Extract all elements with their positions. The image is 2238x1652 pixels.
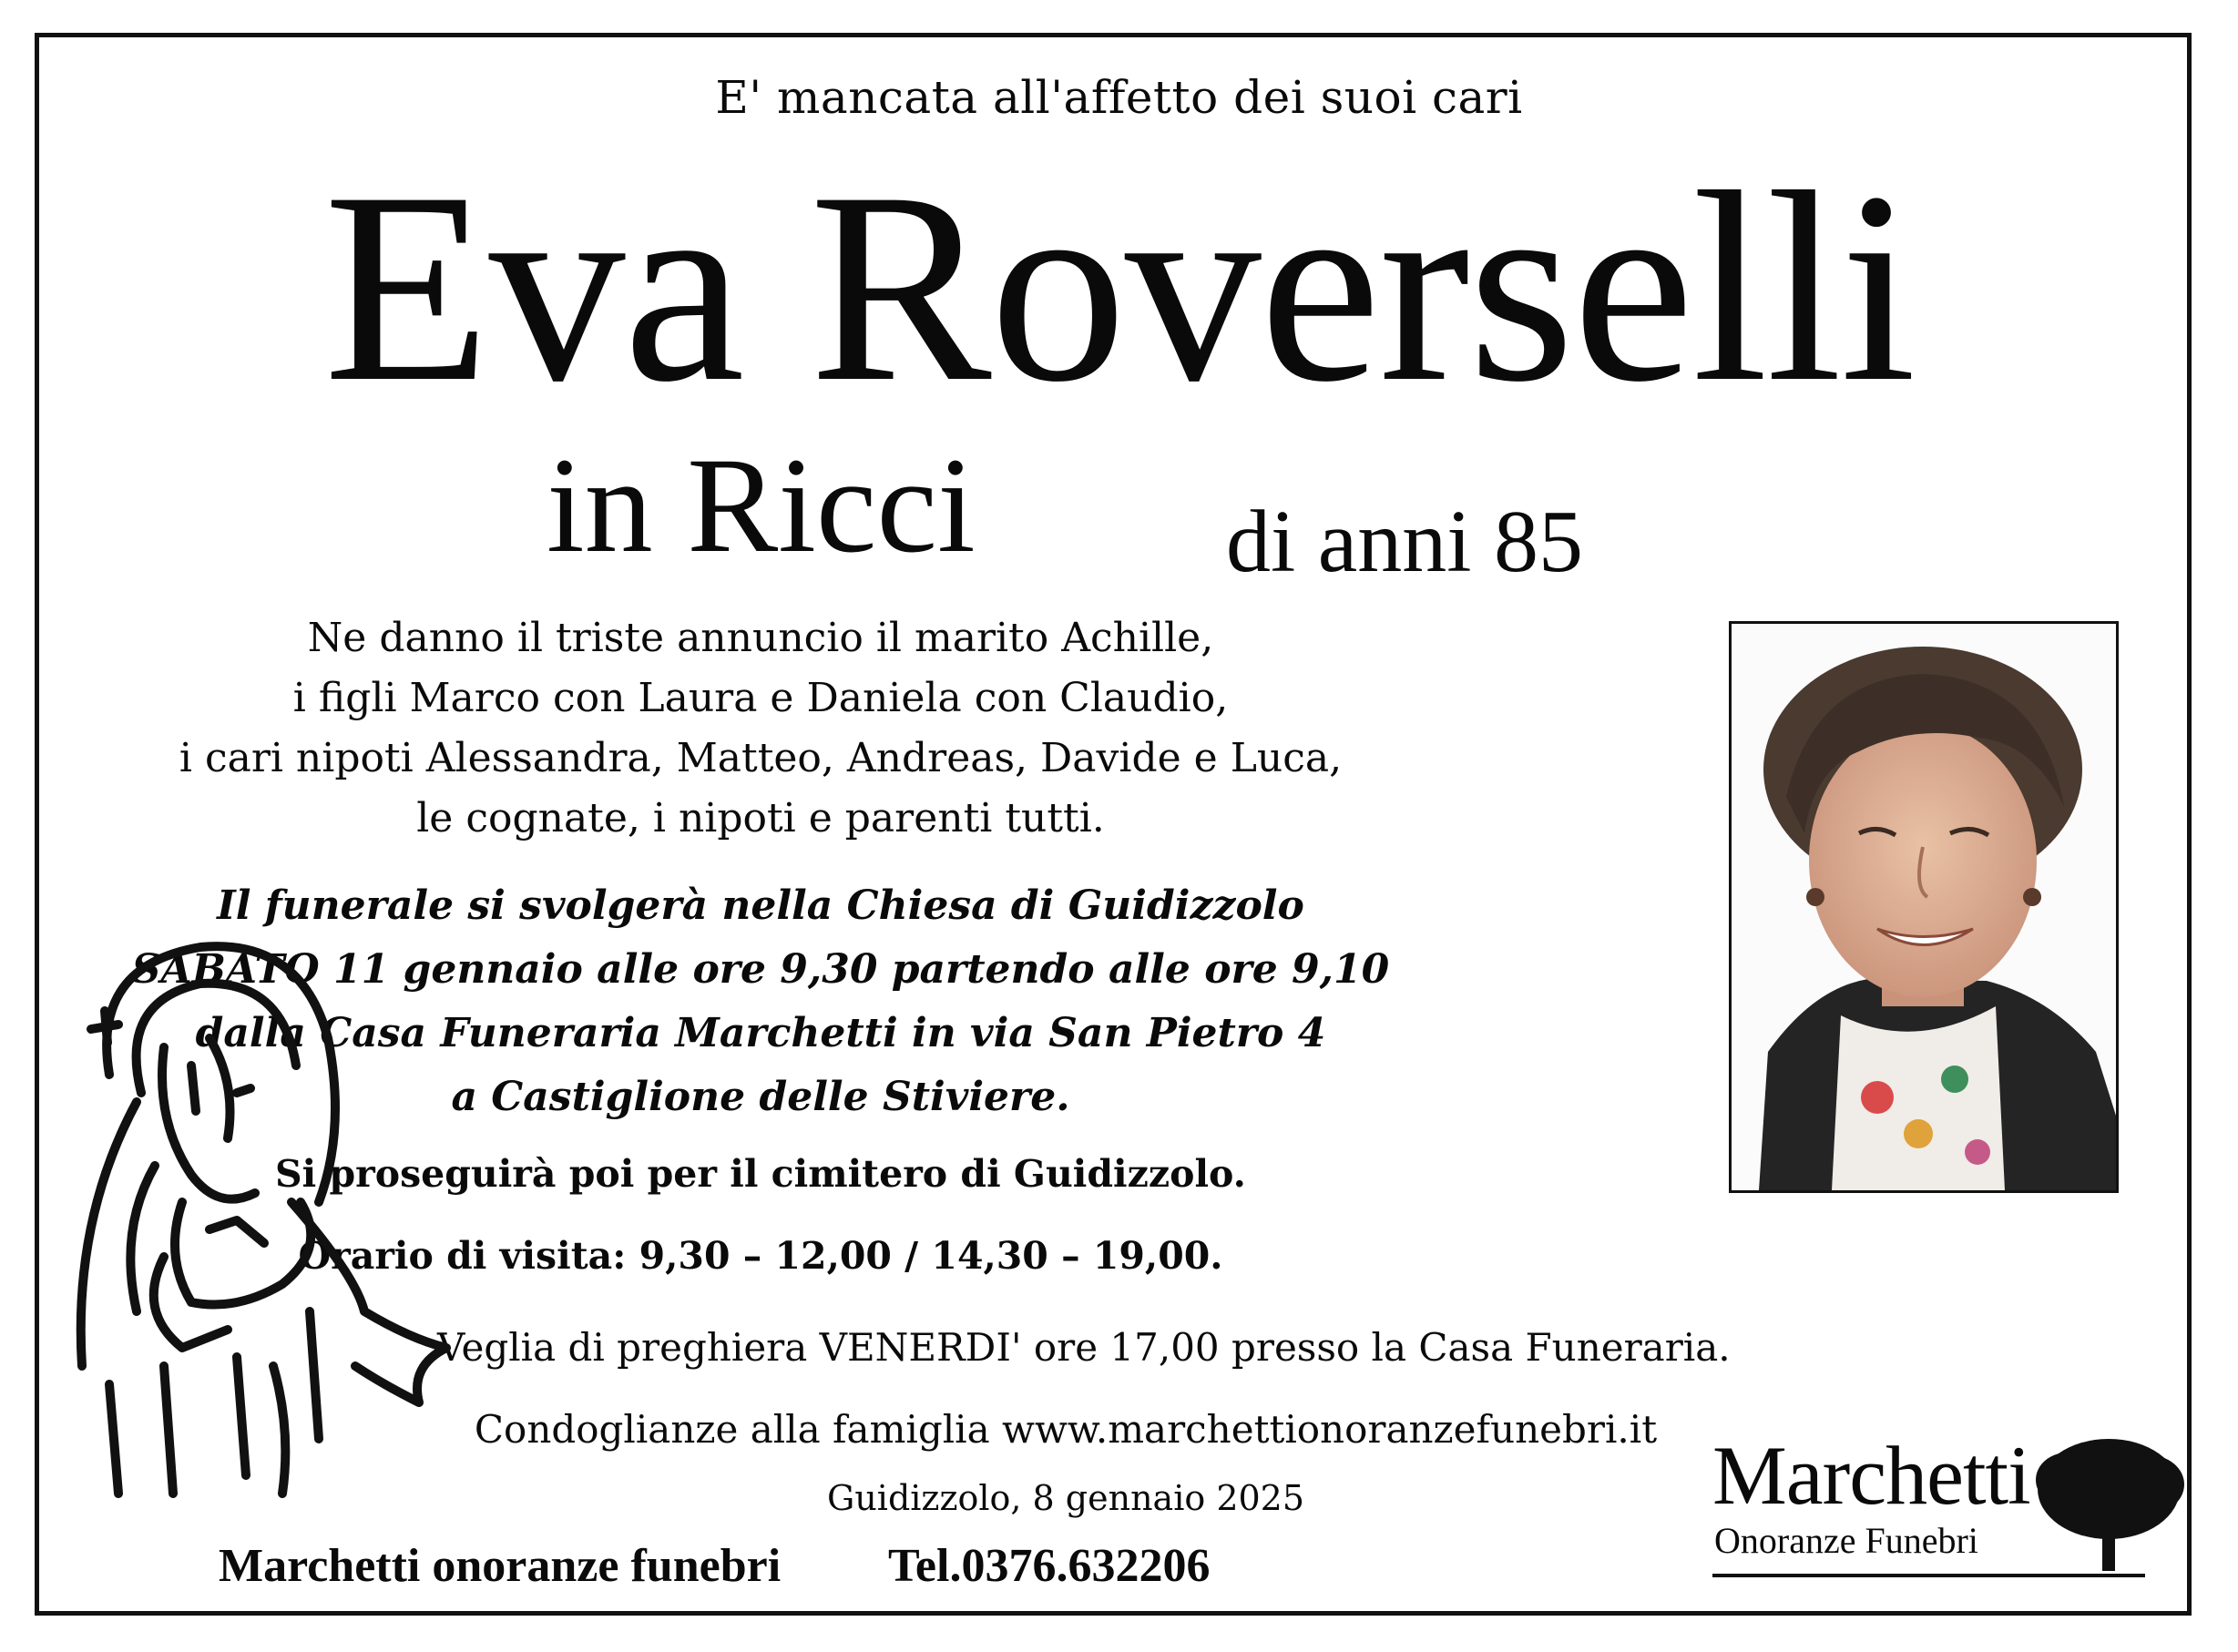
condolences-text: Condoglianze alla famiglia www.marchettionoranzefunebri.it (474, 1407, 1658, 1452)
logo-underline (1712, 1574, 2145, 1577)
age-text: di anni 85 (1226, 493, 1583, 591)
vigil-text: Veglia di preghiera VENERDI' ore 17,00 presso la Casa Funeraria. (437, 1325, 1731, 1370)
place-date: Guidizzolo, 8 gennaio 2025 (826, 1478, 1305, 1518)
funeral-line: a Castiglione delle Stiviere. (451, 1074, 1070, 1120)
deceased-name: Eva Roverselli (323, 136, 1915, 438)
visiting-hours: Orario di visita: 9,30 – 12,00 / 14,30 – 19,00. (298, 1234, 1223, 1278)
footer-company: Marchetti onoranze funebri (219, 1540, 782, 1592)
family-line: i cari nipoti Alessandra, Matteo, Andreas, Davide e Luca, (179, 735, 1343, 781)
family-line: i figli Marco con Laura e Daniela con Claudio, (292, 675, 1229, 721)
intro-text: E' mancata all'affetto dei suoi cari (715, 71, 1523, 124)
cemetery-text: Si proseguirà poi per il cimitero di Guidizzolo. (275, 1152, 1246, 1196)
funeral-line: dalla Casa Funeraria Marchetti in via San Pietro 4 (195, 1010, 1326, 1056)
logo-title: Marchetti (1712, 1429, 2030, 1522)
funeral-line: SABATO 11 gennaio alle ore 9,30 partendo alle ore 9,10 (131, 946, 1390, 993)
logo-subtitle: Onoranze Funebri (1714, 1520, 1978, 1561)
family-line: le cognate, i nipoti e parenti tutti. (416, 795, 1105, 841)
footer-phone: Tel.0376.632206 (888, 1540, 1211, 1592)
virgin-mary-line-drawing-icon (55, 929, 465, 1512)
family-line: Ne danno il triste annuncio il marito Achille, (307, 615, 1214, 661)
funeral-line: Il funerale si svolgerà nella Chiesa di Guidizzolo (217, 882, 1304, 929)
family-announcement (0, 608, 1521, 849)
tree-icon (2031, 1434, 2186, 1580)
married-name: in Ricci (547, 430, 976, 581)
portrait-photo (1729, 621, 2119, 1193)
